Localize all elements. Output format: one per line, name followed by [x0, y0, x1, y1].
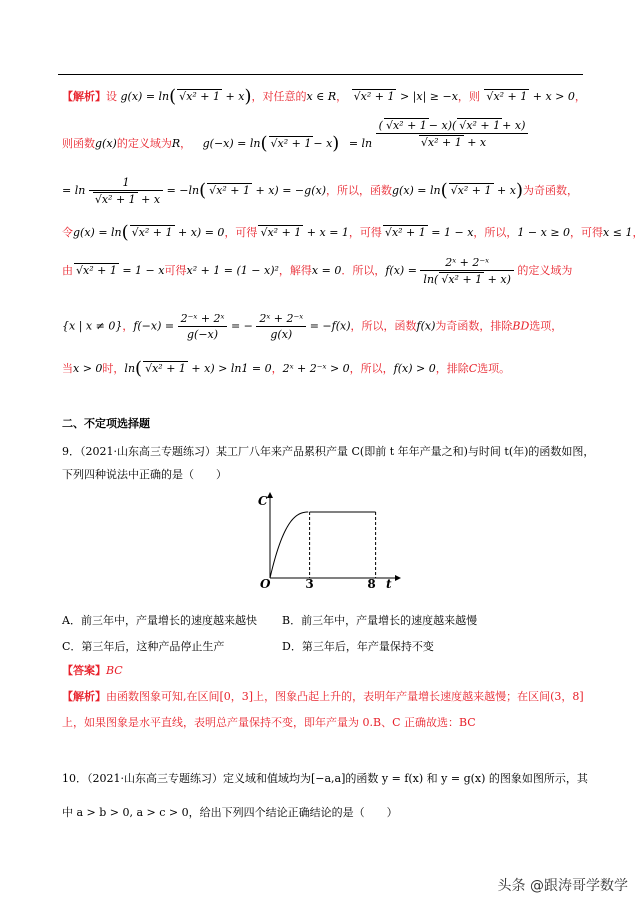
q9-analysis-line-1: 【解析】由函数图象可知,在区间[0，3]上，图象凸起上升的，表明年产量增长速度越来越慢；在区间(3，8]	[62, 690, 584, 703]
x-axis-arrow	[395, 575, 401, 581]
analysis-tag: 【解析】	[62, 90, 106, 103]
fraction-f-definition: $\frac{\text{2ˣ + 2⁻ˣ}}{\text{ln(√ x² + 1 + x)}}$	[420, 256, 513, 286]
q9-option-b[interactable]: B．前三年中，产量增长的速度越来越慢	[282, 614, 478, 627]
solution-line-6: {x | x ≠ 0}，f(−x) = $\frac{\text{2⁻ˣ + 2ˣ}}{g(-x)}$ = − $\frac{\text{2ˣ + 2⁻ˣ}}{g(x)}$ = −f(x)，所以，函数f(x)为奇函数，排除BD选项，	[62, 312, 563, 341]
y-axis-arrow	[267, 492, 273, 498]
solution-line-3: = ln 1 √ x² + 1 + x = −ln(√ x² + 1 + x) = −g(x)，所以，函数g(x) = ln(√ x² + 1 + x)为奇函数，	[62, 176, 578, 206]
q9-option-d[interactable]: D．第三年后，年产量保持不变	[282, 640, 434, 653]
tick-3: 3	[305, 577, 314, 591]
solution-line-2: 则函数g(x)的定义域为R， g(−x) = ln(√ x² + 1 − x) = ln (√ x² + 1 − x)(√ x² + 1 + x) √ x² + 1 + x	[62, 118, 528, 149]
solution-line-4: 令g(x) = ln(√ x² + 1 + x) = 0，可得√ x² + 1 + x = 1，可得√ x² + 1 = 1 − x，所以，1 − x ≥ 0，可得x ≤ 1，	[62, 222, 643, 243]
section-title: 二、不定项选择题	[62, 417, 150, 430]
q10-stem-line-2: 中 a > b > 0, a > c > 0，给出下列四个结论正确结论的是（ ）	[62, 806, 398, 819]
solution-line-1: 【解析】设 g(x) = ln(√ x² + 1 + x)，对任意的x ∈ R， √ x² + 1 > |x| ≥ −x，则 √ x² + 1 + x > 0，	[62, 86, 586, 107]
x-label: t	[386, 577, 392, 591]
origin-label: O	[260, 577, 271, 591]
q9-answer: 【答案】BC	[62, 664, 123, 677]
watermark: 头条 @跟涛哥学数学	[497, 878, 628, 894]
tick-8: 8	[367, 577, 376, 591]
curve-growth	[270, 512, 308, 578]
top-rule	[58, 74, 583, 75]
solution-line-5: 由√ x² + 1 = 1 − x可得x² + 1 = (1 − x)²，解得x = 0．所以，f(x) = $\frac{\text{2ˣ + 2⁻ˣ}}{\text{ln(√ x² + 1 + x)}}$ 的定义域为	[62, 256, 572, 286]
q9-graph	[245, 490, 405, 590]
y-label: C	[258, 494, 268, 508]
q10-stem-line-1: 10．（2021·山东高三专题练习）定义域和值域均为[−a,a]的函数 y = f(x) 和 y = g(x) 的图象如图所示，其	[62, 772, 588, 785]
q9-option-c[interactable]: C．第三年后，这种产品停止生产	[62, 640, 225, 653]
q9-stem-line-1: 9．（2021·山东高三专题练习）某工厂八年来产品累积产量 C(即前 t 年年产量之和)与时间 t(年)的函数如图，	[62, 445, 595, 458]
solution-line-7: 当x > 0时，ln(√ x² + 1 + x) > ln1 = 0，2ˣ + 2⁻ˣ > 0，所以，f(x) > 0，排除C选项。	[62, 358, 510, 379]
fraction-conjugate: (√ x² + 1 − x)(√ x² + 1 + x) √ x² + 1 + x	[376, 118, 529, 149]
q9-stem-line-2: 下列四种说法中正确的是（ ）	[62, 468, 227, 481]
q9-analysis-line-2: 上，如果图象是水平直线，表明总产量保持不变，即年产量为 0.B、C 正确故选：BC	[62, 716, 476, 729]
fraction-one-over: 1 √ x² + 1 + x	[89, 176, 163, 206]
q9-option-a[interactable]: A．前三年中，产量增长的速度越来越快	[62, 614, 257, 627]
